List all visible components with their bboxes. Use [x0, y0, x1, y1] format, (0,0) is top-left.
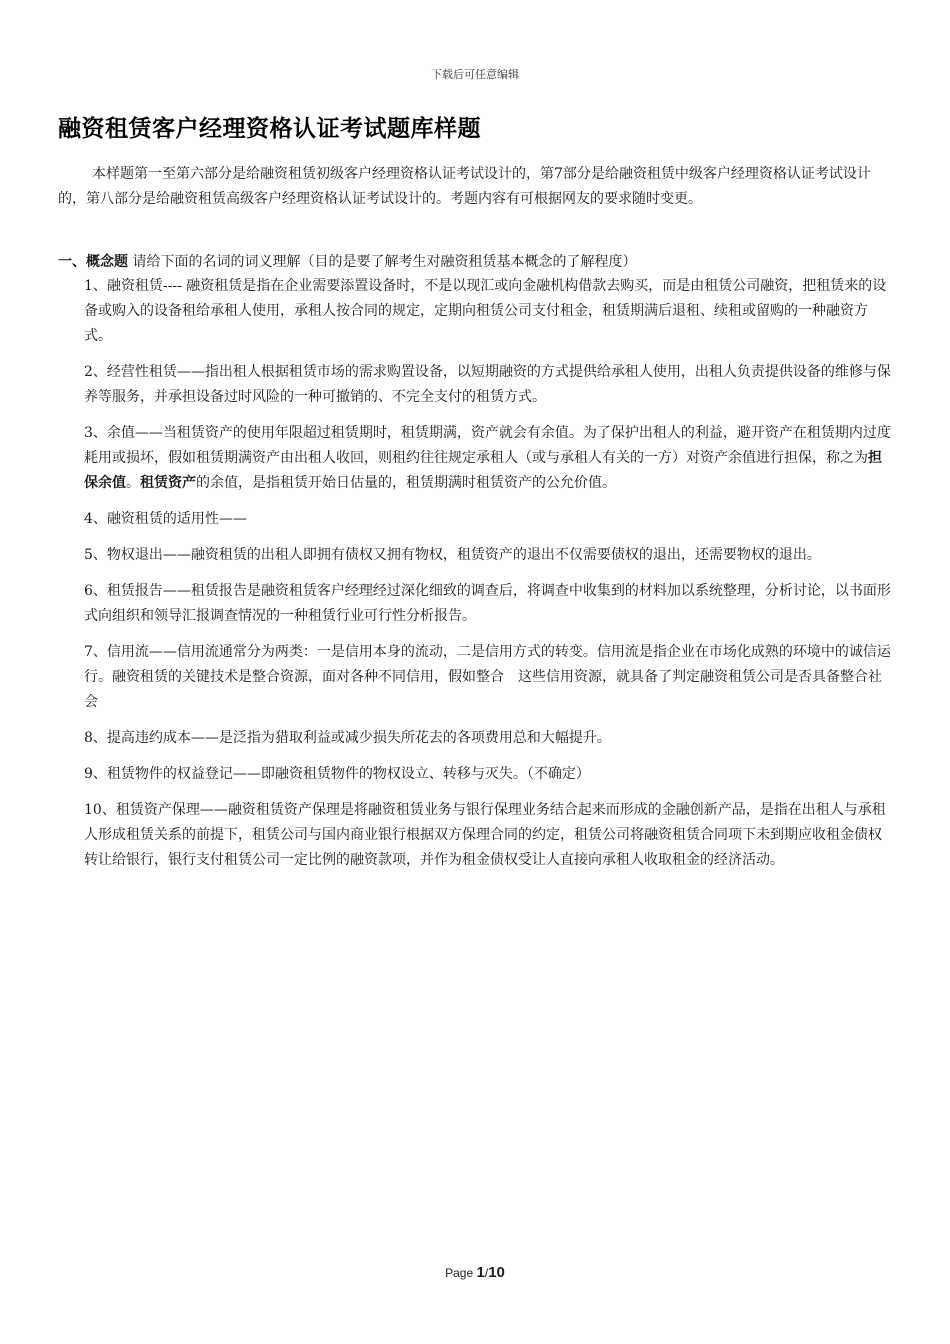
page-separator: / — [484, 1266, 489, 1280]
concept-item-3 — [84, 421, 892, 496]
page-footer — [0, 1264, 950, 1281]
intro-paragraph: 本样题第一至第六部分是给融资租赁初级客户经理资格认证考试设计的，第7部分是给融资租赁中级客户经理资格认证考试设计的，第八部分是给融资租赁高级客户经理资格认证考试设计的。考题内容有可根据网友的要求随时变更。 — [58, 166, 871, 207]
concept-list — [84, 274, 892, 884]
concept-item-6: 6、租赁报告——租赁报告是融资租赁客户经理经过深化细致的调查后，将调查中收集到的材料加以系统整理，分析讨论，以书面形式向组织和领导汇报调查情况的一种租赁行业可行性分析报告。 — [84, 583, 891, 624]
section-instruction: 请给下面的名词的词义理解（目的是要了解考生对融资租赁基本概念的了解程度） — [128, 254, 637, 270]
concept-item-4: 4、融资租赁的适用性—— — [84, 511, 247, 527]
term-leased-asset: 租赁资产 — [140, 475, 196, 491]
document-title: 融资租赁客户经理资格认证考试题库样题 — [58, 116, 481, 142]
header-note: 下载后可任意编辑 — [431, 68, 519, 81]
section-label: 一、概念题 — [58, 254, 128, 270]
concept-item-10: 10、租赁资产保理——融资租赁资产保理是将融资租赁业务与银行保理业务结合起来而形成的金融创新产品，是指在出租人与承租人形成租赁关系的前提下，租赁公司与国内商业银行根据双方保理合同的约定，租赁公司将融资租赁合同项下未到期应收租金债权转让给银行，银行支付租赁公司一定比例的融资款项，并作为租金债权受让人直接向承租人收取租金的经济活动。 — [84, 802, 886, 868]
concept-item-1: 1、融资租赁---- 融资租赁是指在企业需要添置设备时，不是以现汇或向金融机构借款去购买，而是由租赁公司融资，把租赁来的设备或购入的设备租给承租人使用，承租人按合同的规定，定期向租赁公司支付租金，租赁期满后退租、续租或留购的一种融资方式。 — [84, 278, 887, 344]
page-current: 1 — [476, 1264, 485, 1281]
section-heading-concepts — [58, 250, 898, 274]
page-total: 10 — [488, 1264, 505, 1281]
term-guaranteed-residual: 担保余值 — [84, 450, 882, 491]
concept-item-7: 7、信用流——信用流通常分为两类：一是信用本身的流动，二是信用方式的转变。信用流是指企业在市场化成熟的环境中的诚信运行。融资租赁的关键技术是整合资源，面对各种不同信用，假如整合 这些信用资源，就具备了判定融资租赁公司是否具备整合社会 — [84, 644, 891, 710]
concept-item-9: 9、租赁物件的权益登记——即融资租赁物件的物权设立、转移与灭失。（不确定） — [84, 766, 590, 782]
page-label: Page — [445, 1266, 474, 1280]
concept-item-3-text-a: 3、余值——当租赁资产的使用年限超过租赁期时，租赁期满，资产就会有余值。为了保护出租人的利益，避开资产在租赁期内过度耗用或损坏，假如租赁期满资产由出租人收回，则租约往往规定承租人（或与承租人有关的一方）对资产余值进行担保，称之为 — [84, 425, 891, 466]
concept-item-5: 5、物权退出——融资租赁的出租人即拥有债权又拥有物权，租赁资产的退出不仅需要债权的退出，还需要物权的退出。 — [84, 547, 821, 563]
concept-item-2: 2、经营性租赁——指出租人根据租赁市场的需求购置设备，以短期融资的方式提供给承租人使用，出租人负责提供设备的维修与保养等服务，并承担设备过时风险的一种可撤销的、不完全支付的租赁方式。 — [84, 364, 891, 405]
concept-item-3-text-c: 的余值，是指租赁开始日估量的，租赁期满时租赁资产的公允价值。 — [196, 475, 616, 491]
concept-item-8: 8、提高违约成本——是泛指为猎取利益或减少损失所花去的各项费用总和大幅提升。 — [84, 730, 611, 746]
concept-item-3-text-b: 。 — [126, 475, 140, 491]
